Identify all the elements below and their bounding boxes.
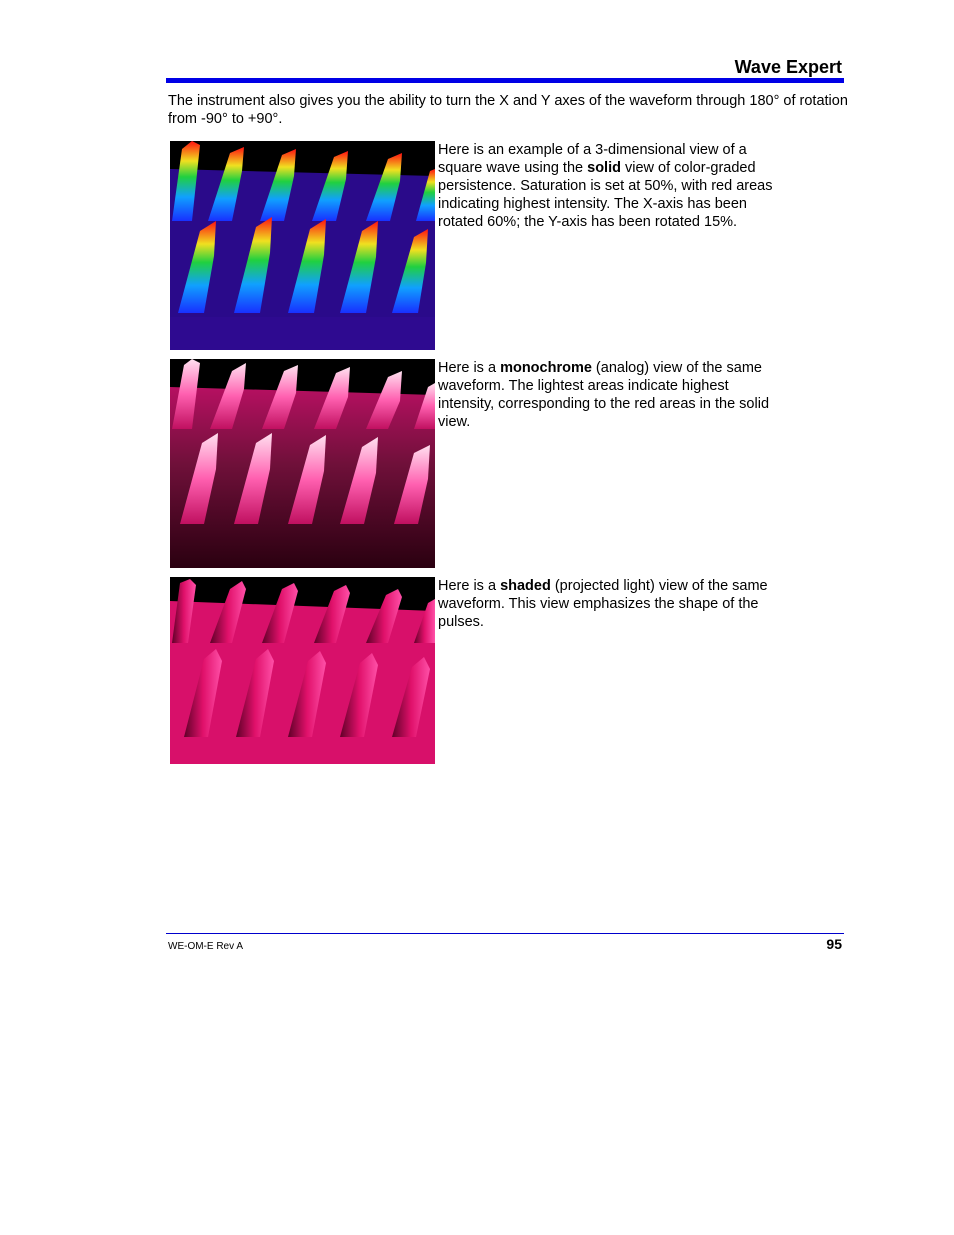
caption-term: monochrome bbox=[500, 360, 592, 376]
page-number: 95 bbox=[826, 936, 842, 952]
caption-text: (analog) view of the same waveform. The lightest areas indicate highest intensity, corresponding to the red areas in the solid view. bbox=[438, 360, 770, 430]
caption-text: Here is a bbox=[438, 578, 501, 594]
header-rule bbox=[166, 78, 844, 83]
monochrome-view-graphic bbox=[170, 359, 435, 568]
footer-rule bbox=[166, 933, 844, 934]
intro-paragraph: The instrument also gives you the ability to turn the X and Y axes of the waveform through 180° of rotation from -90° to +90°. bbox=[168, 93, 848, 127]
shaded-view-graphic bbox=[170, 577, 435, 764]
caption-text: Here is an example of a 3-dimensional view of a square wave using the bbox=[438, 142, 747, 176]
caption-text: (projected light) view of the same waveform. This view emphasizes the shape of the pulses. bbox=[438, 578, 768, 630]
shaded-view-caption bbox=[438, 577, 783, 631]
solid-view-image bbox=[170, 141, 435, 350]
shaded-view-image bbox=[170, 577, 435, 764]
caption-text: view of color-graded persistence. Saturation is set at 50%, with red areas indicating highest intensity. The X-axis has been rotated 60%; the Y-axis has been rotated 15%. bbox=[438, 160, 773, 230]
page-header-title: Wave Expert bbox=[734, 57, 842, 77]
monochrome-view-caption bbox=[438, 359, 783, 431]
caption-term: shaded bbox=[500, 578, 551, 594]
footer-doc-id: WE-OM-E Rev A bbox=[168, 941, 244, 952]
monochrome-view-image bbox=[170, 359, 435, 568]
caption-text: Here is a bbox=[438, 360, 501, 376]
solid-view-graphic bbox=[170, 141, 435, 350]
caption-term: solid bbox=[587, 160, 621, 176]
solid-view-caption bbox=[438, 141, 783, 231]
